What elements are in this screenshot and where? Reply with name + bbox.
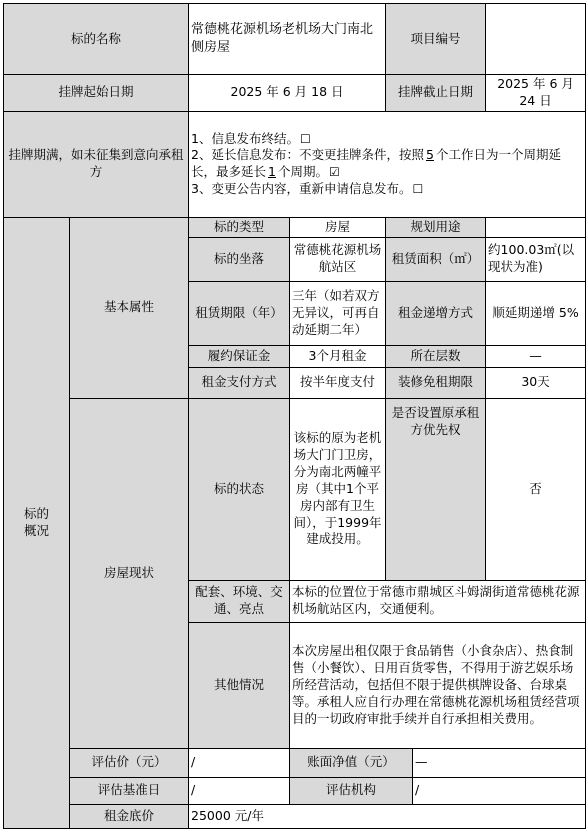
row-name — [4, 4, 586, 75]
type-value: 房屋 — [290, 217, 386, 237]
overview-label: 标的概况 — [4, 217, 70, 828]
expiry-option-1: 1、信息发布终结。☐ — [191, 130, 311, 146]
base-price-value: 25000 元/年 — [189, 804, 586, 828]
house-status-section-label: 房屋现状 — [70, 398, 189, 748]
priority-label: 是否设置原承租方优先权 — [386, 398, 486, 580]
eval-price-value: / — [189, 748, 290, 777]
row-eval-date — [4, 777, 586, 804]
eval-org-label: 评估机构 — [290, 777, 413, 804]
use-label: 规划用途 — [386, 217, 486, 237]
expiry-label: 挂牌期满，如未征集到意向承租方 — [4, 111, 189, 217]
listing-table — [3, 3, 586, 829]
location-label: 标的坐落 — [189, 237, 290, 281]
checkbox-checked-icon: ☑ — [329, 165, 340, 180]
book-value: — — [413, 748, 586, 777]
floor-value: — — [486, 345, 586, 367]
payment-value: 按半年度支付 — [290, 367, 386, 398]
extend-days: 5 — [425, 147, 434, 163]
end-date-value: 2025 年 6 月 24 日 — [486, 75, 586, 112]
row-dates — [4, 75, 586, 112]
book-value-label: 账面净值（元） — [290, 748, 413, 777]
area-label: 租赁面积（㎡） — [386, 237, 486, 281]
increase-label: 租金递增方式 — [386, 281, 486, 345]
code-label: 项目编号 — [386, 4, 486, 75]
end-date-label: 挂牌截止日期 — [386, 75, 486, 112]
use-value — [486, 217, 586, 237]
floor-label: 所在层数 — [386, 345, 486, 367]
eval-date-label: 评估基准日 — [70, 777, 189, 804]
priority-value: 否 — [486, 398, 586, 580]
area-value: 约100.03㎡(以现状为准) — [486, 237, 586, 281]
increase-value: 顺延期递增 5% — [486, 281, 586, 345]
start-date-value: 2025 年 6 月 18 日 — [189, 75, 386, 112]
row-eval-price — [4, 748, 586, 777]
name-label: 标的名称 — [4, 4, 189, 75]
term-value: 三年（如若双方无异议，可再自动延期二年） — [290, 281, 386, 345]
code-value — [486, 4, 586, 75]
base-price-label: 租金底价 — [70, 804, 189, 828]
other-value: 本次房屋出租仅限于食品销售（小食杂店）、热食制售（小餐饮）、日用百货零售，不得用于游艺娱乐场所经营活动，包括但不限于提供棋牌设备、台球桌等。承租人应自行办理在常德桃花源机场租赁经营项目的一切政府审批手续并自行承担相关费用。 — [290, 622, 586, 748]
start-date-label: 挂牌起始日期 — [4, 75, 189, 112]
status-label: 标的状态 — [189, 398, 290, 580]
free-rent-value: 30天 — [486, 367, 586, 398]
expiry-options — [189, 111, 586, 217]
free-rent-label: 装修免租期限 — [386, 367, 486, 398]
deposit-label: 履约保证金 — [189, 345, 290, 367]
type-label: 标的类型 — [189, 217, 290, 237]
name-value: 常德桃花源机场老机场大门南北侧房屋 — [189, 4, 386, 75]
expiry-option-2: 2、延长信息发布：不变更挂牌条件，按照 5 个工作日为一个周期延长，最多延长 1 个周期。☑ — [191, 147, 561, 180]
environment-label: 配套、环境、交通、亮点 — [189, 580, 290, 622]
expiry-option-3: 3、变更公告内容，重新申请信息发布。☐ — [191, 181, 424, 197]
location-value: 常德桃花源机场航站区 — [290, 237, 386, 281]
checkbox-unchecked-icon: ☐ — [299, 131, 311, 146]
row-expiry — [4, 111, 586, 217]
eval-date-value: / — [189, 777, 290, 804]
basic-label: 基本属性 — [70, 217, 189, 398]
row-type — [4, 217, 586, 237]
eval-org-value: / — [413, 777, 586, 804]
deposit-value: 3个月租金 — [290, 345, 386, 367]
row-base-price — [4, 804, 586, 828]
environment-value: 本标的位置位于常德市鼎城区斗姆湖街道常德桃花源机场航站区内，交通便利。 — [290, 580, 586, 622]
status-value: 该标的原为老机场大门门卫房，分为南北两幢平房（其中1个平房内部有卫生间），于1999年建成投用。 — [290, 398, 386, 580]
other-label: 其他情况 — [189, 622, 290, 748]
eval-price-label: 评估价（元） — [70, 748, 189, 777]
payment-label: 租金支付方式 — [189, 367, 290, 398]
row-status — [4, 398, 586, 580]
term-label: 租赁期限（年） — [189, 281, 290, 345]
checkbox-unchecked-icon: ☐ — [412, 182, 424, 197]
extend-times: 1 — [268, 164, 276, 180]
